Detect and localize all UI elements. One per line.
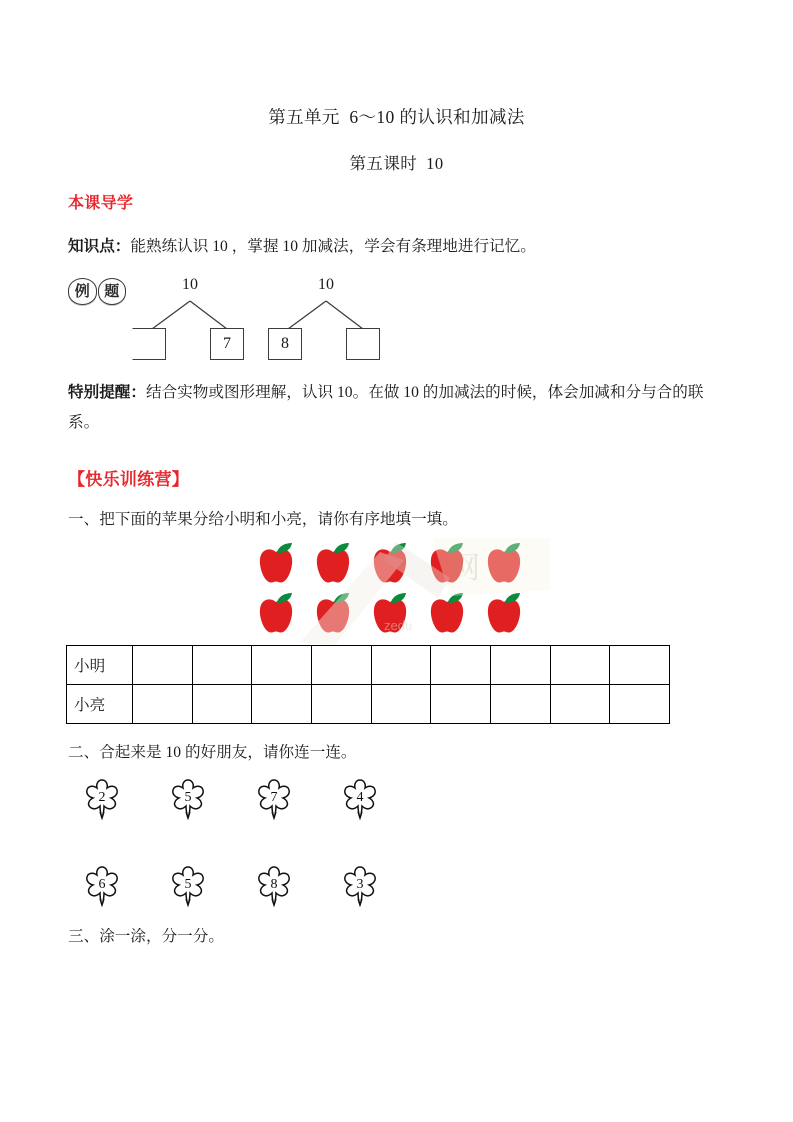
apple-icon — [426, 541, 468, 585]
apple-row-1 — [255, 541, 545, 587]
table-cell[interactable] — [311, 646, 371, 685]
fill-in-table — [66, 645, 670, 724]
apple-icon — [426, 591, 468, 635]
flower-shape[interactable] — [78, 776, 126, 824]
example-badge-icon — [68, 278, 126, 305]
table-cell[interactable] — [192, 685, 252, 724]
question-2-number: 二、 — [68, 744, 100, 761]
table-row-label: 小明 — [67, 646, 133, 685]
question-3-number: 三、 — [68, 928, 100, 945]
flower-number: 4 — [356, 790, 364, 805]
question-1-body: 把下面的苹果分给小明和小亮，请你有序地填一填。 — [99, 511, 458, 528]
apple-icon — [255, 541, 297, 585]
apple-icon — [483, 591, 525, 635]
number-bond-1-branches — [130, 298, 250, 332]
example-badge-char-2: 题 — [98, 278, 127, 305]
section-heading-practice: 【快乐训练营】 — [68, 470, 190, 489]
table-cell[interactable] — [192, 646, 252, 685]
knowledge-point-paragraph — [68, 232, 728, 262]
flower-row-2 — [78, 863, 398, 913]
table-cell[interactable] — [550, 685, 610, 724]
table-cell[interactable] — [252, 646, 312, 685]
question-2-body: 合起来是 10 的好朋友，请你连一连。 — [99, 744, 357, 761]
number-bond-2-total: 10 — [318, 276, 334, 293]
table-cell[interactable] — [431, 646, 491, 685]
svg-text:zedu: zedu — [384, 618, 413, 633]
table-row-label: 小亮 — [67, 685, 133, 724]
table-cell[interactable] — [610, 646, 670, 685]
number-bond-1 — [130, 276, 250, 362]
flower-number: 3 — [356, 877, 364, 892]
example-badge-char-1: 例 — [68, 278, 97, 305]
number-bond-1-total: 10 — [182, 276, 198, 293]
apple-group — [255, 541, 545, 641]
flower-number: 2 — [98, 790, 106, 805]
example-block — [68, 272, 398, 368]
table-cell[interactable] — [133, 685, 193, 724]
table-row — [67, 685, 670, 724]
number-bond-2-branches — [266, 298, 386, 332]
knowledge-point-text: 能熟练认识 10 ，掌握 10 加减法，学会有条理地进行记忆。 — [130, 238, 536, 255]
number-bond-2 — [266, 276, 386, 362]
apple-icon — [255, 591, 297, 635]
table-cell[interactable] — [490, 646, 550, 685]
apple-icon — [369, 541, 411, 585]
flower-shape[interactable] — [250, 863, 298, 911]
apple-icon — [483, 541, 525, 585]
table-cell[interactable] — [133, 646, 193, 685]
number-bond-2-right-box[interactable] — [346, 328, 380, 360]
watermark-char: 网 — [450, 552, 480, 585]
special-tip-label: 特别提醒： — [68, 384, 146, 401]
question-1-number: 一、 — [68, 511, 100, 528]
table-cell[interactable] — [490, 685, 550, 724]
apple-icon — [312, 541, 354, 585]
knowledge-point-label: 知识点： — [68, 238, 131, 255]
flower-shape[interactable] — [164, 776, 212, 824]
flower-shape[interactable] — [250, 776, 298, 824]
special-tip-text: 结合实物或图形理解，认识 10。在做 10 的加减法的时候，体会加减和分与合的联系。 — [68, 384, 704, 431]
flower-number: 8 — [270, 877, 278, 892]
question-3-body: 涂一涂，分一分。 — [99, 928, 224, 945]
section-heading-guide: 本课导学 — [68, 195, 134, 212]
apple-icon — [312, 591, 354, 635]
question-2-text — [68, 738, 708, 768]
question-1-text — [68, 505, 708, 535]
table-cell[interactable] — [371, 646, 431, 685]
page-subtitle: 第五课时 10 — [349, 154, 444, 173]
number-bond-1-left-box[interactable] — [132, 328, 166, 360]
table-cell[interactable] — [371, 685, 431, 724]
table-row — [67, 646, 670, 685]
table-cell[interactable] — [252, 685, 312, 724]
table-cell[interactable] — [311, 685, 371, 724]
flower-number: 7 — [270, 790, 278, 805]
flower-shape[interactable] — [164, 863, 212, 911]
flower-shape[interactable] — [336, 863, 384, 911]
number-bond-1-right-box[interactable]: 7 — [210, 328, 244, 360]
question-3-text — [68, 922, 708, 952]
flower-number: 6 — [98, 877, 106, 892]
flower-row-1 — [78, 776, 398, 826]
special-tip-paragraph — [68, 378, 730, 438]
apple-icon — [369, 591, 411, 635]
flower-shape[interactable] — [78, 863, 126, 911]
table-cell[interactable] — [431, 685, 491, 724]
number-bond-2-left-box[interactable]: 8 — [268, 328, 302, 360]
table-cell[interactable] — [610, 685, 670, 724]
flower-shape[interactable] — [336, 776, 384, 824]
table-cell[interactable] — [550, 646, 610, 685]
flower-number: 5 — [184, 790, 192, 805]
page-title: 第五单元 6～10 的认识和加减法 — [268, 107, 525, 127]
flower-number: 5 — [184, 877, 192, 892]
apple-row-2 — [255, 591, 545, 637]
